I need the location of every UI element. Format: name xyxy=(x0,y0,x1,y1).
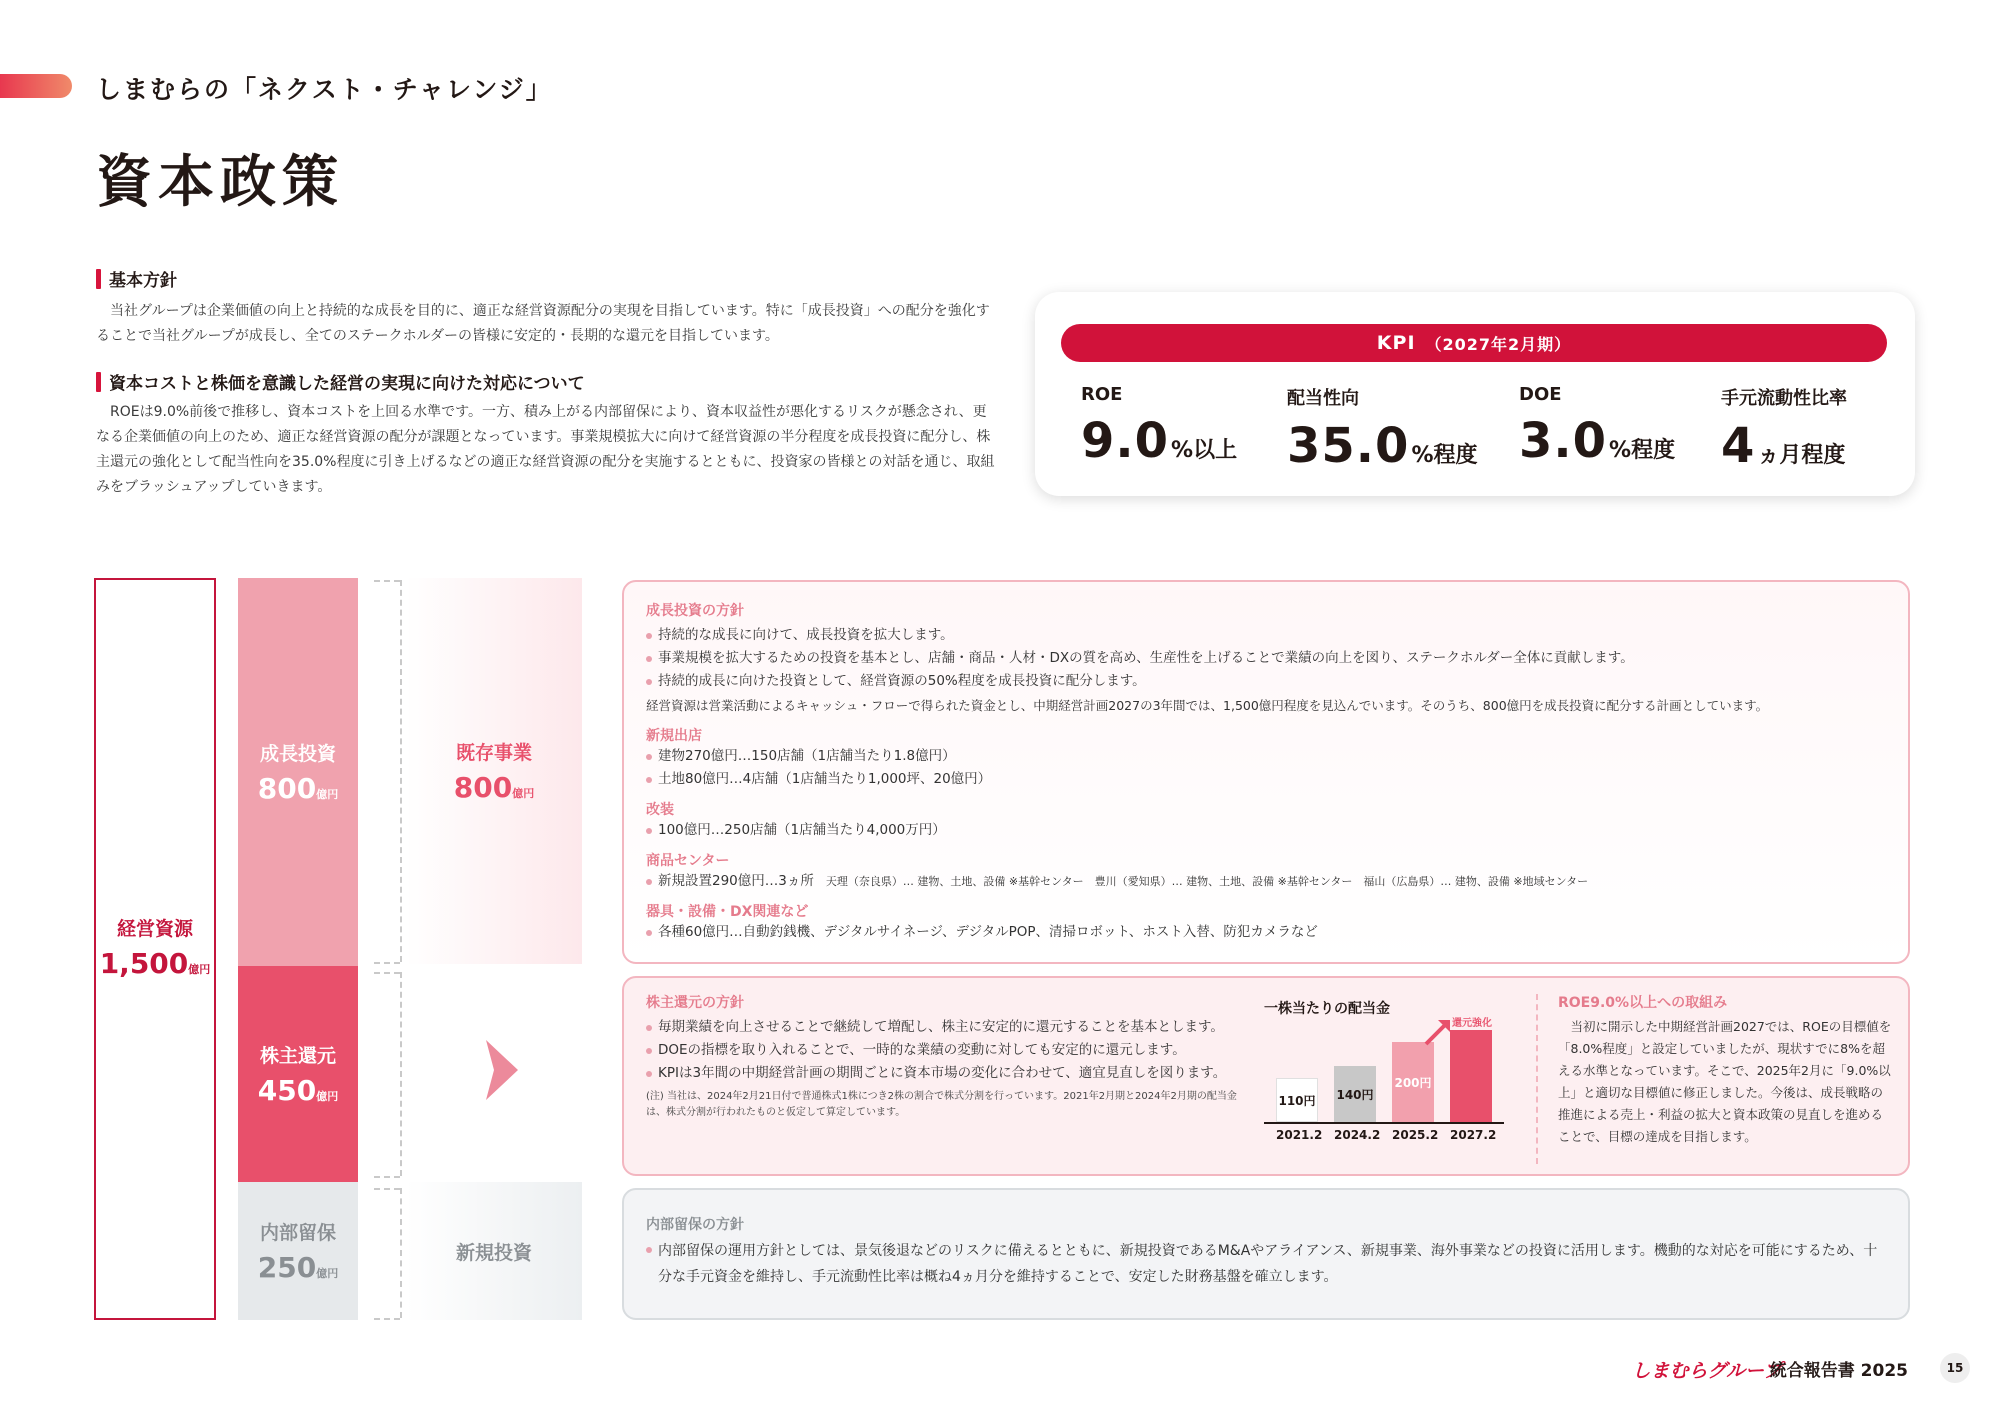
kpi-label: DOE xyxy=(1519,384,1562,405)
heading-mark xyxy=(96,372,101,392)
chart-annotation: 還元強化 xyxy=(1452,1018,1492,1029)
retained-policy-panel xyxy=(622,1188,1910,1320)
shareholder-policy-heading: 株主還元の方針 xyxy=(646,995,744,1011)
total-resources-box xyxy=(94,578,216,1320)
kpi-period: （2027年2月期） xyxy=(1425,334,1572,354)
retained-earnings-block xyxy=(238,1182,358,1320)
kpi-title: KPI xyxy=(1376,332,1416,354)
unit-label: 億円 xyxy=(316,788,339,801)
kpi-card xyxy=(1035,292,1915,496)
roe-initiative-heading: ROE9.0%以上への取組み xyxy=(1558,995,1728,1011)
heading-mark xyxy=(96,269,101,289)
kpi-unit: ヵ月程度 xyxy=(1757,443,1846,468)
connector-line xyxy=(400,972,402,1176)
chart-x-tick: 2024.2 xyxy=(1334,1128,1381,1142)
page-number: 15 xyxy=(1940,1353,1970,1383)
chart-x-axis xyxy=(1264,1128,1504,1146)
shareholder-policy-bullet: DOEの指標を取り入れることで、一時的な業績の変動に対しても安定的に還元します。 xyxy=(646,1039,1286,1062)
chart-x-tick: 2025.2 xyxy=(1392,1128,1439,1142)
kpi-doe xyxy=(1519,384,1675,469)
center-detail: 天理（奈良県）… 建物、土地、設備 ※基幹センター 豊川（愛知県）… 建物、土地、設備 ※基幹センター 福山（広島県）… 建物、設備 ※地域センター xyxy=(825,875,1589,888)
shareholder-return-label: 株主還元 xyxy=(259,1045,336,1067)
unit-label: 億円 xyxy=(316,1090,339,1103)
kpi-label: 配当性向 xyxy=(1287,388,1359,409)
capital-cost-heading xyxy=(96,369,996,394)
chevron-right-icon xyxy=(486,1040,518,1100)
connector-line xyxy=(374,972,400,974)
kpi-banner xyxy=(1061,324,1887,362)
unit-label: 億円 xyxy=(512,787,535,800)
total-resources-amount: 1,500 xyxy=(99,947,189,980)
capital-cost-heading-text: 資本コストと株価を意識した経営の実現に向けた対応について xyxy=(109,374,585,394)
kpi-roe xyxy=(1081,384,1237,469)
growth-policy-panel xyxy=(622,580,1910,964)
kpi-label: 手元流動性比率 xyxy=(1721,388,1847,409)
basic-policy-text: 当社グループは企業価値の向上と持続的な成長を目的に、適正な経営資源配分の実現を目指しています。特に「成長投資」への配分を強化することで当社グループが成長し、全てのステークホルダーの皆様に安定的・長期的な還元を目指しています。 xyxy=(96,303,990,344)
chart-bar xyxy=(1276,1078,1318,1122)
growth-policy-heading: 成長投資の方針 xyxy=(646,603,744,619)
new-investment-block xyxy=(406,1182,582,1320)
connector-line xyxy=(374,1318,400,1320)
retained-earnings-amount: 250 xyxy=(257,1251,317,1284)
connector-line xyxy=(374,580,400,582)
chart-baseline xyxy=(1264,1122,1504,1124)
connector-line xyxy=(374,1188,400,1190)
kpi-label: ROE xyxy=(1081,384,1123,405)
shareholder-policy-bullet: 毎期業績を向上させることで継続して増配し、株主に安定的に還元することを基本とします。 xyxy=(646,1016,1286,1039)
existing-business-block xyxy=(406,578,582,964)
header-accent-bar xyxy=(0,74,72,98)
chart-bar xyxy=(1392,1042,1434,1122)
unit-label: 億円 xyxy=(316,1267,339,1280)
center-item xyxy=(646,870,1886,893)
chart-x-tick: 2027.2 xyxy=(1450,1128,1497,1142)
shareholder-return-block xyxy=(238,966,358,1182)
center-item-text: 新規設置290億円…3ヵ所 xyxy=(658,873,814,889)
dividend-chart xyxy=(1264,998,1514,1168)
connector-line xyxy=(400,1188,402,1318)
basic-policy-heading xyxy=(96,266,996,291)
unit-label: 億円 xyxy=(188,963,211,976)
divider-line xyxy=(1536,994,1538,1164)
chart-title: 一株当たりの配当金 xyxy=(1264,1001,1390,1017)
equipment-heading: 器具・設備・DX関連など xyxy=(646,904,809,920)
company-logo: しまむらグループ xyxy=(1631,1360,1782,1382)
page-title: 資本政策 xyxy=(96,150,344,215)
chart-data-label: 140円 xyxy=(1336,1087,1374,1102)
series-title: しまむらの「ネクスト・チャレンジ」 xyxy=(96,75,553,104)
total-resources-label: 経営資源 xyxy=(116,918,193,940)
kpi-value: 4 xyxy=(1721,418,1756,474)
kpi-liquidity xyxy=(1721,384,1847,474)
retained-earnings-label: 内部留保 xyxy=(259,1222,336,1244)
roe-initiative-text: 当初に開示した中期経営計画2027では、ROEの目標値を「8.0%程度」と設定していましたが、現状すでに8%を超える水準となっています。そこで、2025年2月に「9.0%以上」と適切な目標値に修正しました。今後は、成長戦略の推進による売上・利益の拡大と資本政策の見直しを進めることで、目標の達成を目指します。 xyxy=(1558,1019,1892,1144)
chart-bar xyxy=(1334,1066,1376,1122)
growth-investment-block xyxy=(238,578,358,966)
shareholder-policy-footnote: (注) 当社は、2024年2月21日付で普通株式1株につき2株の割合で株式分割を行っています。2021年2月期と2024年2月期の配当金は、株式分割が行われたものと仮定して算定しています。 xyxy=(646,1091,1237,1118)
growth-policy-bullet: 持続的な成長に向けて、成長投資を拡大します。 xyxy=(646,624,1886,647)
kpi-value: 3.0 xyxy=(1519,413,1608,469)
new-store-item: 土地80億円…4店舗（1店舗当たり1,000坪、20億円） xyxy=(646,768,1886,791)
growth-policy-note: 経営資源は営業活動によるキャッシュ・フローで得られた資金とし、中期経営計画2027の3年間では、1,500億円程度を見込んでいます。そのうち、800億円を成長投資に配分する計画としています。 xyxy=(646,698,1769,713)
growth-policy-bullet: 事業規模を拡大するための投資を基本とし、店舗・商品・人材・DXの質を高め、生産性を上げることで業績の向上を図り、ステークホルダー全体に貢献します。 xyxy=(646,647,1886,670)
growth-investment-label: 成長投資 xyxy=(259,743,336,765)
retained-policy-bullet: 内部留保の運用方針としては、景気後退などのリスクに備えるとともに、新規投資であるM&Aやアライアンス、新規事業、海外事業などの投資に活用します。機動的な対応を可能にするため、十分な手元資金を維持し、手元流動性比率は概ね4ヵ月分を維持することで、安定した財務基盤を確立します。 xyxy=(646,1238,1886,1290)
kpi-unit: %以上 xyxy=(1171,438,1238,463)
shareholder-policy-bullet: KPIは3年間の中期経営計画の期間ごとに資本市場の変化に合わせて、適宜見直しを図ります。 xyxy=(646,1062,1286,1085)
existing-business-label: 既存事業 xyxy=(455,742,532,764)
up-arrow-icon xyxy=(1422,1016,1454,1048)
basic-policy-section xyxy=(96,266,996,500)
chart-bar xyxy=(1450,1030,1492,1122)
existing-business-amount: 800 xyxy=(453,771,513,804)
connector-line xyxy=(374,1176,400,1178)
kpi-unit: %程度 xyxy=(1609,438,1676,463)
shareholder-return-amount: 450 xyxy=(257,1074,317,1107)
kpi-value: 9.0 xyxy=(1081,413,1170,469)
retained-policy-heading: 内部留保の方針 xyxy=(646,1217,744,1233)
connector-line xyxy=(400,580,402,962)
report-title: 統合報告書 2025 xyxy=(1769,1361,1908,1381)
chart-data-label: 110円 xyxy=(1278,1093,1316,1108)
growth-investment-amount: 800 xyxy=(257,772,317,805)
center-heading: 商品センター xyxy=(646,853,730,869)
renovation-item: 100億円…250店舗（1店舗当たり4,000万円） xyxy=(646,819,1886,842)
equipment-item: 各種60億円…自動釣銭機、デジタルサイネージ、デジタルPOP、清掃ロボット、ホスト入替、防犯カメラなど xyxy=(646,921,1886,944)
basic-policy-heading-text: 基本方針 xyxy=(109,271,177,291)
chart-data-label: 200円 xyxy=(1394,1075,1432,1090)
chart-plot-area xyxy=(1264,1026,1504,1122)
new-store-heading: 新規出店 xyxy=(646,728,702,744)
kpi-value: 35.0 xyxy=(1287,418,1410,474)
kpi-payout-ratio xyxy=(1287,384,1477,474)
new-store-item: 建物270億円…150店舗（1店舗当たり1.8億円） xyxy=(646,745,1886,768)
growth-policy-bullet: 持続的成長に向けた投資として、経営資源の50%程度を成長投資に配分します。 xyxy=(646,670,1886,693)
kpi-unit: %程度 xyxy=(1411,443,1478,468)
new-investment-label: 新規投資 xyxy=(455,1241,532,1264)
shareholder-policy-panel xyxy=(622,976,1910,1176)
capital-cost-text: ROEは9.0%前後で推移し、資本コストを上回る水準です。一方、積み上がる内部留保により、資本収益性が悪化するリスクが懸念され、更なる企業価値の向上のため、適正な経営資源の配分が課題となっています。事業規模拡大に向けて経営資源の半分程度を成長投資に配分し、株主還元の強化として配当性向を35.0%程度に引き上げるなどの適正な経営資源の配分を実施するとともに、投資家の皆様との対話を通じ、取組みをブラッシュアップしていきます。 xyxy=(96,404,995,495)
renovation-heading: 改装 xyxy=(646,802,674,818)
chart-x-tick: 2021.2 xyxy=(1276,1128,1323,1142)
connector-line xyxy=(374,962,400,964)
